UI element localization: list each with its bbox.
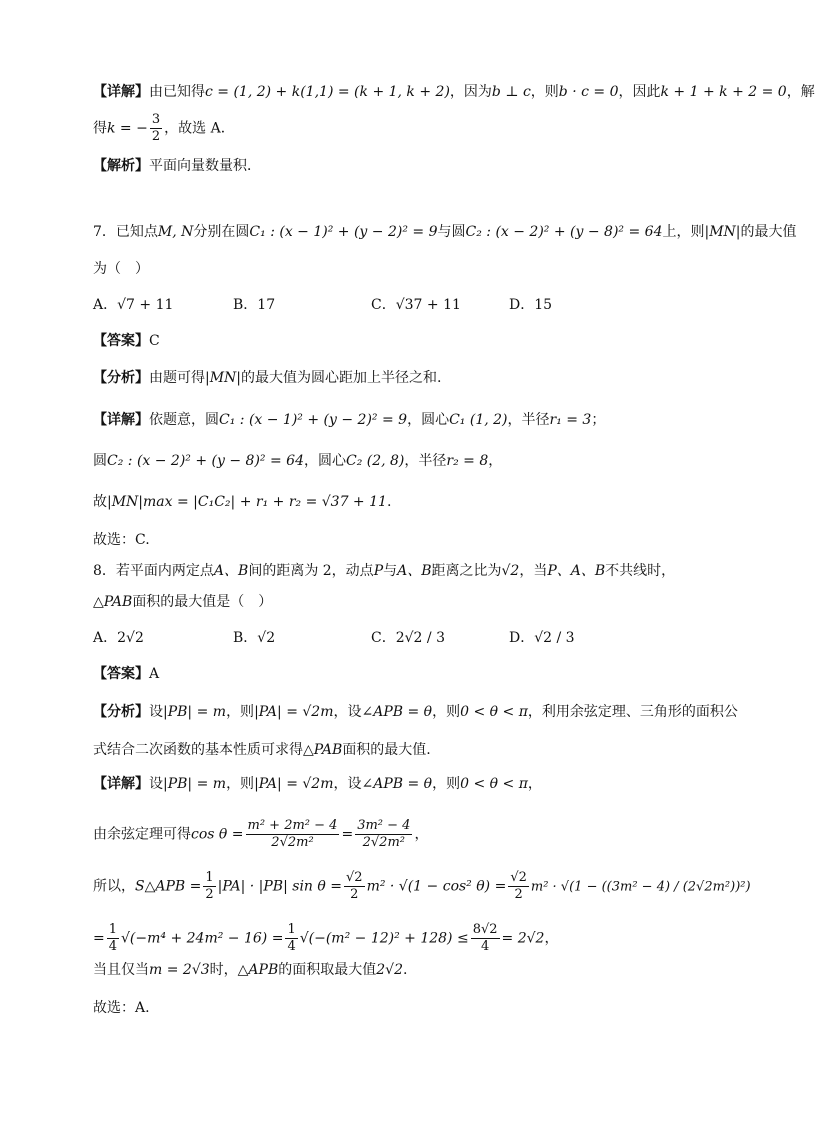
- fraction: $\frac{1}{4}$: [108, 922, 118, 954]
- option-c: C．2√2 / 3: [371, 630, 445, 646]
- fraction: $\frac{3}{2}$: [151, 112, 161, 144]
- formula: C₁ : (x − 1)² + (y − 2)² = 9: [249, 224, 438, 240]
- option-d: D．15: [509, 297, 553, 313]
- formula: k + 1 + k + 2 = 0: [660, 84, 787, 100]
- formula: C₂ : (x − 2)² + (y − 8)² = 64: [107, 453, 304, 469]
- q7-detail-line2: 圆C₂ : (x − 2)² + (y − 8)² = 64，圆心C₂ (2, 8)，半径r₂ = 8，: [93, 453, 503, 469]
- q8-conclusion: 故选：A.: [93, 1000, 150, 1016]
- formula: c = (1, 2) + k(1,1) = (k + 1, k + 2): [205, 84, 450, 100]
- q8-detail-line1: 【详解】设|PB| = m，则|PA| = √2m，设∠APB = θ，则0 < θ < π，: [93, 776, 542, 792]
- fraction: $\frac{\text{m² + 2m² − 4}}{\text{2√2m²}}$: [247, 818, 338, 850]
- option-d: D．√2 / 3: [509, 630, 575, 646]
- q6-detail-line1: 【详解】由已知得c = (1, 2) + k(1,1) = (k + 1, k + 2)，因为b ⊥ c，则b · c = 0，因此k + 1 + k + 2 = 0，解: [93, 84, 815, 100]
- q6-detail-line2: 得k = − $\frac{3}{2}$ ，故选 A．: [93, 112, 235, 144]
- q6-analysis: 【解析】平面向量数量积．: [93, 158, 261, 174]
- option-b: B．17: [233, 297, 276, 313]
- fraction: $\frac{√2}{2}$: [346, 870, 363, 902]
- analysis-tag: 【分析】: [93, 370, 149, 386]
- option-a: A．2√2: [93, 630, 144, 646]
- fraction: $\frac{1}{4}$: [287, 922, 296, 954]
- detail-tag: 【详解】: [93, 84, 149, 100]
- formula: b · c = 0: [558, 84, 619, 100]
- fraction: $\frac{\text{3m² − 4}}{\text{2√2m²}}$: [357, 818, 411, 850]
- q8-detail-line5: 当且仅当m = 2√3时，△APB的面积取最大值2√2.: [93, 962, 408, 978]
- formula: C₂ : (x − 2)² + (y − 8)² = 64: [465, 224, 663, 240]
- option-a: A．√7 + 11: [93, 297, 174, 313]
- formula: C₁ : (x − 1)² + (y − 2)² = 9: [219, 412, 408, 428]
- fraction: $\frac{√2}{2}$: [510, 870, 527, 902]
- answer-tag: 【答案】: [93, 333, 149, 349]
- q7-stem-line1: 7．已知点M, N分别在圆C₁ : (x − 1)² + (y − 2)² = 9与圆C₂ : (x − 2)² + (y − 8)² = 64上，则|MN|的最大值: [93, 224, 797, 240]
- q8-stem-line2: △PAB面积的最大值是（ ）: [93, 594, 273, 610]
- q8-detail-line4: = $\frac{1}{4}$ √(−m⁴ + 24m² − 16) = $\frac{1}{4}$ √(−(m² − 12)² + 128) ≤ $\frac{8√2}{4}$ = 2√2，: [93, 922, 559, 954]
- q7-detail-line3: 故|MN|max = |C₁C₂| + r₁ + r₂ = √37 + 11.: [93, 494, 392, 510]
- fraction: $\frac{1}{2}$: [205, 870, 214, 902]
- fraction: $\frac{8√2}{4}$: [472, 922, 498, 954]
- option-b: B．√2: [233, 630, 276, 646]
- q8-analysis-line2: 式结合二次函数的基本性质可求得△PAB面积的最大值.: [93, 742, 431, 758]
- q7-conclusion: 故选：C.: [93, 532, 150, 548]
- detail-tag: 【详解】: [93, 412, 149, 428]
- q8-analysis-line1: 【分析】设|PB| = m，则|PA| = √2m，设∠APB = θ，则0 < θ < π，利用余弦定理、三角形的面积公: [93, 704, 738, 720]
- formula: b ⊥ c: [491, 84, 531, 100]
- q8-stem-line1: 8．若平面内两定点A、B间的距离为 2，动点P与A、B距离之比为√2，当P、A、B不共线时，: [93, 563, 676, 579]
- option-c: C．√37 + 11: [371, 297, 461, 313]
- q7-analysis: 【分析】由题可得|MN|的最大值为圆心距加上半径之和.: [93, 370, 442, 386]
- q8-detail-line2: 由余弦定理可得cos θ = $\frac{\text{m² + 2m² − 4}}{\text{2√2m²}}$ = $\frac{\text{3m² − 4}}{\text{2√2m²}}$ ，: [93, 818, 429, 850]
- q7-stem-line2: 为（ ）: [93, 261, 149, 277]
- analysis-tag: 【分析】: [93, 704, 149, 720]
- formula: |MN|max = |C₁C₂| + r₁ + r₂ = √37 + 11: [107, 494, 387, 510]
- detail-tag: 【详解】: [93, 776, 149, 792]
- analysis-tag: 【解析】: [93, 158, 149, 174]
- q8-detail-line3: 所以，S△APB = $\frac{1}{2}$ |PA| · |PB| sin θ = $\frac{√2}{2}$ m² · √(1 − cos² θ) = $\frac{√2}{2}$ m² · √(1 − ((3m² − 4) / (2√2m²))²): [93, 870, 751, 902]
- answer-tag: 【答案】: [93, 666, 149, 682]
- q7-answer: 【答案】C: [93, 333, 160, 349]
- q7-detail-line1: 【详解】依题意，圆C₁ : (x − 1)² + (y − 2)² = 9，圆心C₁ (1, 2)，半径r₁ = 3；: [93, 412, 606, 428]
- q8-answer: 【答案】A: [93, 666, 160, 682]
